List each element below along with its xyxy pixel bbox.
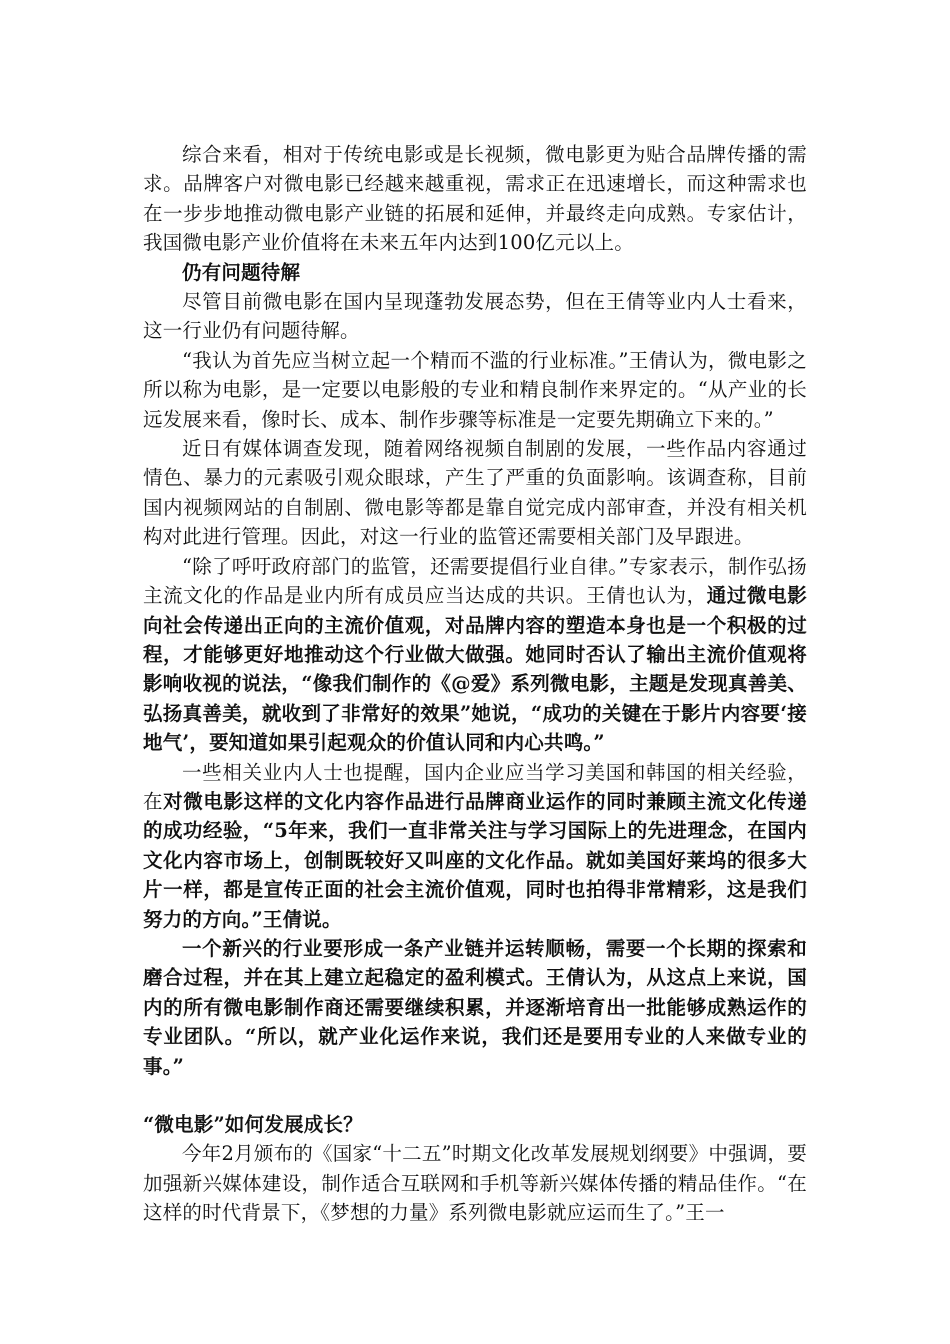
paragraph-industry-standard: “我认为首先应当树立起一个精而不滥的行业标准。”王倩认为，微电影之所以称为电影，是一定要以电影般的专业和精良制作来界定的。“从产业的长远发展来看，像时长、成本、制作步骤等标准是一定要先期确立下来的。”	[143, 348, 807, 431]
paragraph-industry-chain: 一个新兴的行业要形成一条产业链并运转顺畅，需要一个长期的探索和磨合过程，并在其上建立起稳定的盈利模式。王倩认为，从这点上来说，国内的所有微电影制作商还需要继续积累，并逐渐培育出一批能够成熟运作的专业团队。“所以，就产业化运作来说，我们还是要用专业的人来做专业的事。”	[143, 936, 807, 1078]
section-heading-issues: 仍有问题待解	[182, 260, 301, 284]
document-page	[143, 140, 807, 1228]
paragraph-issues-intro: 尽管目前微电影在国内呈现蓬勃发展态势，但在王倩等业内人士看来，这一行业仍有问题待解。	[143, 290, 807, 343]
paragraph-international-experience-text: 一些相关业内人士也提醒，国内企业应当学习美国和韩国的相关经验，在	[143, 760, 807, 813]
paragraph-international-experience	[143, 758, 807, 934]
paragraph-market-summary: 综合来看，相对于传统电影或是长视频，微电影更为贴合品牌传播的需求。品牌客户对微电影已经越来越重视，需求正在迅速增长，而这种需求也在一步步地推动微电影产业链的拓展和延伸，并最终走向成熟。专家估计，我国微电影产业价值将在未来五年内达到100亿元以上。	[143, 143, 807, 255]
paragraph-self-regulation	[143, 552, 807, 758]
section-heading-development: “微电影”如何发展成长？	[143, 1113, 363, 1136]
paragraph-self-regulation-text: “除了呼吁政府部门的监管，还需要提倡行业自律。”专家表示，制作弘扬主流文化的作品是业内所有成员应当达成的共识。王倩也认为，	[143, 554, 807, 608]
paragraph-self-regulation-emphasis: 通过微电影向社会传递出正向的主流价值观，对品牌内容的塑造本身也是一个积极的过程，才能够更好地推动这个行业做大做强。她同时否认了输出主流价值观将影响收视的说法，“像我们制作的《@爱》系列微电影，主题是发现真善美、弘扬真善美，就收到了非常好的效果”她说，“成功的关键在于影片内容要‘接地气’，要知道如果引起观众的价值认同和内心共鸣。”	[143, 584, 807, 755]
paragraph-policy: 今年2月颁布的《国家“十二五”时期文化改革发展规划纲要》中强调，要加强新兴媒体建设，制作适合互联网和手机等新兴媒体传播的精品佳作。“在这样的时代背景下，《梦想的力量》系列微电影就应运而生了。”王一	[143, 1142, 807, 1225]
paragraph-media-survey: 近日有媒体调查发现，随着网络视频自制剧的发展，一些作品内容通过情色、暴力的元素吸引观众眼球，产生了严重的负面影响。该调查称，目前国内视频网站的自制剧、微电影等都是靠自觉完成内部审查，并没有相关机构对此进行管理。因此，对这一行业的监管还需要相关部门及早跟进。	[143, 437, 807, 549]
paragraph-international-experience-emphasis: 对微电影这样的文化内容作品进行品牌商业运作的同时兼顾主流文化传递的成功经验，“5年来，我们一直非常关注与学习国际上的先进理念，在国内文化内容市场上，创制既较好又叫座的文化作品。就如美国好莱坞的很多大片一样，都是宣传正面的社会主流价值观，同时也拍得非常精彩，这是我们努力的方向。”王倩说。	[143, 789, 807, 931]
